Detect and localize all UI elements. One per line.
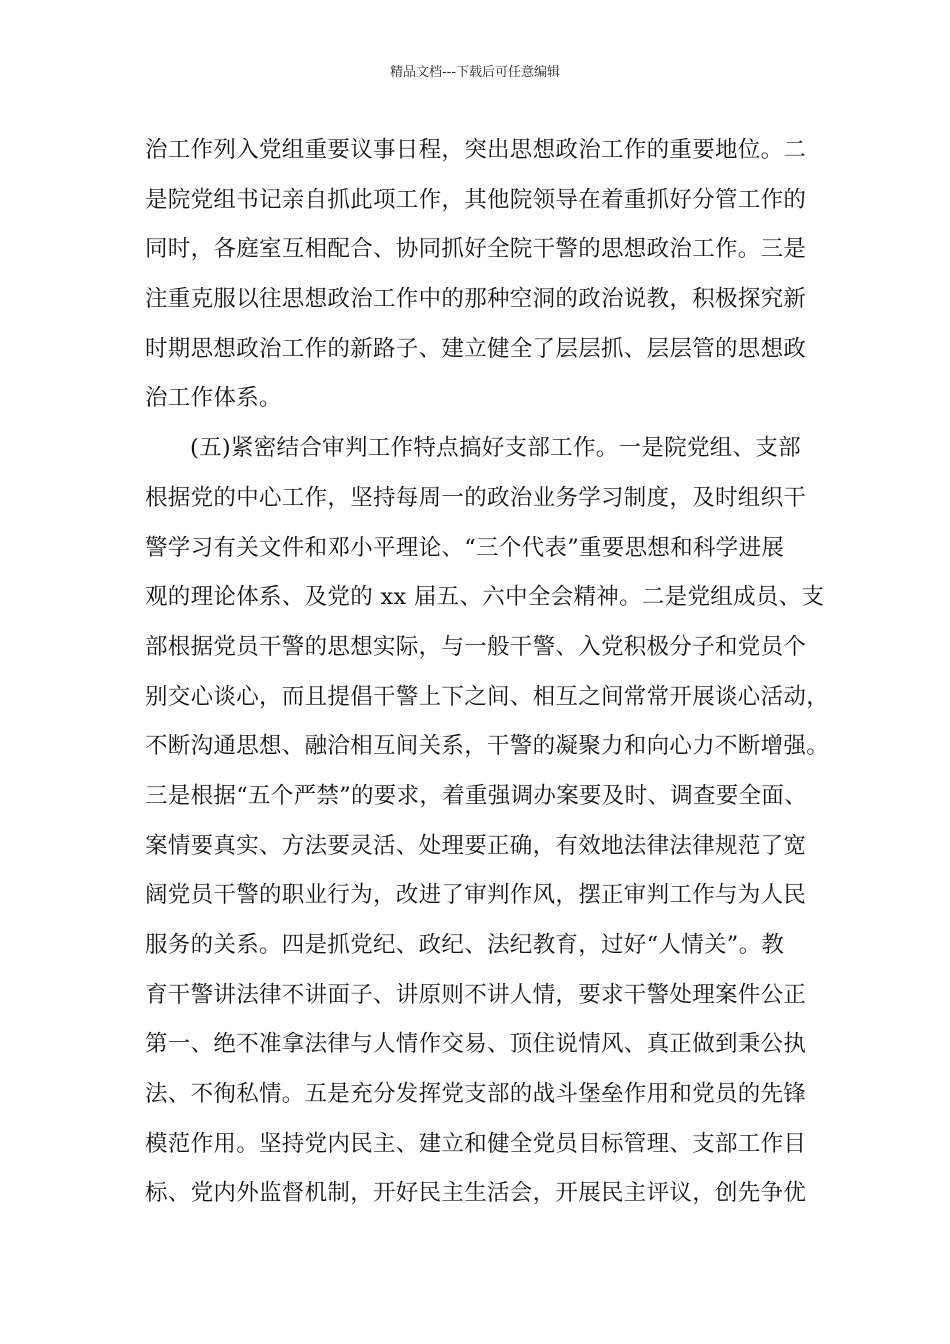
text-line: 不断沟通思想、融洽相互间关系，干警的凝聚力和向心力不断增强。	[145, 733, 830, 760]
text-line: 法、不徇私情。五是充分发挥党支部的战斗堡垒作用和党员的先锋	[145, 1081, 807, 1108]
page-header: 精品文档---下载后可任意编辑	[389, 65, 561, 80]
text-line: 注重克服以往思想政治工作中的那种空洞的政治说教，积极探究新	[145, 286, 807, 313]
text-line: 警学习有关文件和邓小平理论、“三个代表”重要思想和科学进展	[145, 534, 785, 561]
text-line: 模范作用。坚持党内民主、建立和健全党员目标管理、支部工作目	[145, 1130, 807, 1157]
text-line: 是院党组书记亲自抓此项工作，其他院领导在着重抓好分管工作的	[145, 186, 807, 213]
text-line: 观的理论体系、及党的 xx 届五、六中全会精神。二是党组成员、支	[145, 584, 825, 611]
text-line: 治工作体系。	[145, 385, 282, 412]
text-line: 阔党员干警的职业行为，改进了审判作风，摆正审判工作与为人民	[145, 882, 807, 909]
text-line: (五)紧密结合审判工作特点搞好支部工作。一是院党组、支部	[190, 435, 801, 462]
text-line: 别交心谈心，而且提倡干警上下之间、相互之间常常开展谈心活动，	[145, 683, 830, 710]
text-line: 治工作列入党组重要议事日程，突出思想政治工作的重要地位。二	[145, 137, 807, 163]
text-line: 根据党的中心工作，坚持每周一的政治业务学习制度，及时组织干	[145, 484, 807, 511]
text-line: 部根据党员干警的思想实际，与一般干警、入党积极分子和党员个	[145, 633, 807, 660]
text-line: 育干警讲法律不讲面子、讲原则不讲人情，要求干警处理案件公正	[145, 981, 807, 1008]
text-line: 案情要真实、方法要灵活、处理要正确，有效地法律法律规范了宽	[145, 832, 807, 859]
text-line: 第一、绝不准拿法律与人情作交易、顶住说情风、真正做到秉公执	[145, 1031, 807, 1058]
paragraph	[145, 424, 830, 1219]
text-line: 服务的关系。四是抓党纪、政纪、法纪教育，过好“人情关”。教	[145, 932, 785, 958]
paragraph	[145, 126, 811, 424]
document-body	[145, 126, 830, 1219]
text-line: 三是根据“五个严禁”的要求，着重强调办案要及时、调查要全面、	[145, 782, 808, 809]
text-line: 时期思想政治工作的新路子、建立健全了层层抓、层层管的思想政	[145, 335, 807, 362]
text-line: 同时，各庭室互相配合、协同抓好全院干警的思想政治工作。三是	[145, 236, 807, 263]
text-line: 标、党内外监督机制，开好民主生活会，开展民主评议，创先争优	[145, 1180, 807, 1207]
